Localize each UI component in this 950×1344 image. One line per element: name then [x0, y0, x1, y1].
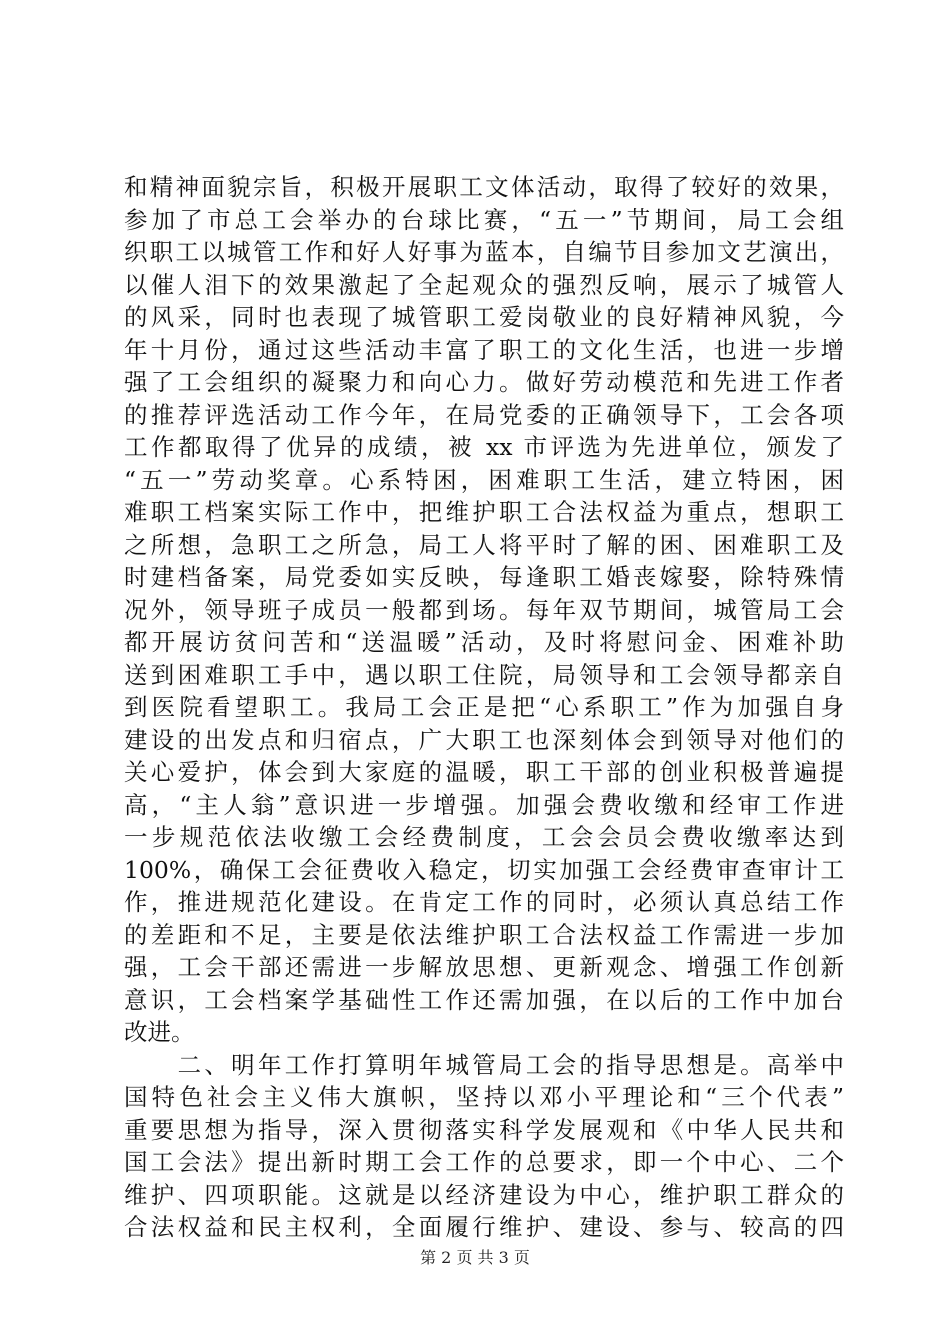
text-line: 建设的出发点和归宿点，广大职工也深刻体会到领导对他们的	[124, 725, 844, 754]
text-line: 二、明年工作打算明年城管局工会的指导思想是。高举中	[124, 1050, 844, 1079]
body-text	[124, 171, 844, 1244]
paragraph-1	[124, 171, 844, 1049]
paragraph-2	[124, 1049, 844, 1244]
text-line: 强，工会干部还需进一步解放思想、更新观念、增强工作创新	[124, 953, 844, 981]
text-line: 都开展访贫问苦和“送温暖”活动，及时将慰问金、困难补助	[124, 628, 844, 656]
text-line: 高，“主人翁”意识进一步增强。加强会费收缴和经审工作进	[124, 790, 844, 819]
text-line: 100%，确保工会征费收入稳定，切实加强工会经费审查审计工	[124, 855, 844, 884]
text-line: 难职工档案实际工作中，把维护职工合法权益为重点，想职工	[124, 498, 844, 526]
text-line: 强了工会组织的凝聚力和向心力。做好劳动模范和先进工作者	[124, 368, 844, 396]
text-line: 的推荐评选活动工作今年，在局党委的正确领导下，工会各项	[124, 400, 844, 429]
page-footer	[0, 1245, 950, 1268]
text-line: 送到困难职工手中，遇以职工住院，局领导和工会领导都亲自	[124, 660, 844, 689]
text-line: 况外，领导班子成员一般都到场。每年双节期间，城管局工会	[124, 595, 844, 624]
text-line: 以催人泪下的效果激起了全起观众的强烈反响，展示了城管人	[124, 270, 844, 299]
text-line: 和精神面貌宗旨，积极开展职工文体活动，取得了较好的效果，	[124, 173, 844, 201]
text-line: 关心爱护，体会到大家庭的温暖，职工干部的创业积极普遍提	[124, 758, 844, 786]
text-line: 作，推进规范化建设。在肯定工作的同时，必须认真总结工作	[124, 888, 844, 916]
text-line: 参加了市总工会举办的台球比赛，“五一”节期间，局工会组	[124, 205, 844, 234]
text-line: 的风采，同时也表现了城管职工爱岗敬业的良好精神风貌，今	[124, 303, 844, 331]
text-line: 一步规范依法收缴工会经费制度，工会会员会费收缴率达到	[124, 823, 844, 851]
text-line: 国特色社会主义伟大旗帜，坚持以邓小平理论和“三个代表”	[124, 1083, 844, 1111]
text-line: 工作都取得了优异的成绩，被 xx 市评选为先进单位，颁发了	[124, 433, 844, 461]
text-line: 之所想，急职工之所急，局工人将平时了解的困、困难职工及	[124, 530, 844, 559]
page-number: 第 2 页 共 3 页	[420, 1248, 530, 1267]
text-line: 意识，工会档案学基础性工作还需加强，在以后的工作中加台	[124, 985, 844, 1014]
text-line: 合法权益和民主权利，全面履行维护、建设、参与、较高的四	[124, 1213, 844, 1241]
text-line: 维护、四项职能。这就是以经济建设为中心，维护职工群众的	[124, 1180, 844, 1209]
text-line: 时建档备案，局党委如实反映，每逢职工婚丧嫁娶，除特殊情	[124, 563, 844, 591]
text-line: 到医院看望职工。我局工会正是把“心系职工”作为加强自身	[124, 693, 844, 721]
text-line: 国工会法》提出新时期工会工作的总要求，即一个中心、二个	[124, 1148, 844, 1176]
text-line: 的差距和不足，主要是依法维护职工合法权益工作需进一步加	[124, 920, 844, 949]
text-line: 年十月份，通过这些活动丰富了职工的文化生活，也进一步增	[124, 335, 844, 364]
text-line: 重要思想为指导，深入贯彻落实科学发展观和《中华人民共和	[124, 1115, 844, 1144]
text-line: 改进。	[124, 1018, 195, 1046]
text-line: 织职工以城管工作和好人好事为蓝本，自编节目参加文艺演出，	[124, 238, 844, 266]
text-line: “五一”劳动奖章。心系特困，困难职工生活，建立特困，困	[124, 465, 844, 494]
